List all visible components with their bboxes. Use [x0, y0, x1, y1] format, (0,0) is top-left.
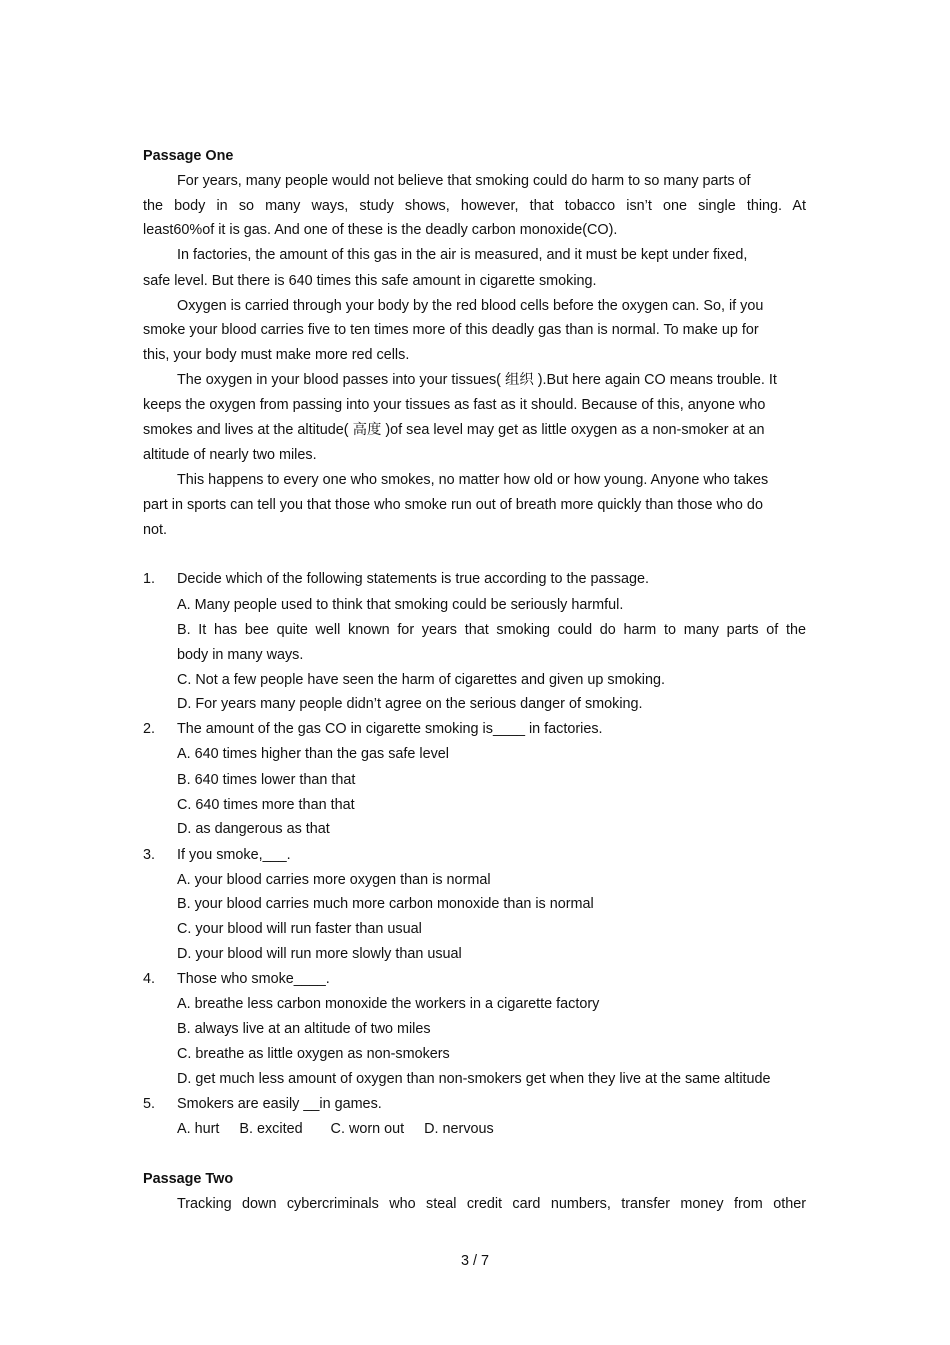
- paragraph-line: smokes and lives at the altitude( 高度 )of sea level may get as little oxygen as a non-smoker at an: [143, 422, 765, 438]
- answer-option: C. 640 times more than that: [177, 797, 355, 813]
- question-number: 2.: [143, 721, 156, 737]
- answer-option: C. your blood will run faster than usual: [177, 921, 422, 937]
- answer-option: A. your blood carries more oxygen than is normal: [177, 872, 491, 888]
- question-stem: If you smoke,___.: [177, 847, 291, 863]
- answer-option: D. as dangerous as that: [177, 821, 330, 837]
- answer-option: D. your blood will run more slowly than usual: [177, 946, 462, 962]
- answer-option: B. your blood carries much more carbon monoxide than is normal: [177, 896, 594, 912]
- answer-option: A. hurt B. excited C. worn out D. nervous: [177, 1121, 494, 1137]
- question-stem: Decide which of the following statements is true according to the passage.: [177, 571, 649, 587]
- paragraph-line: Tracking down cybercriminals who steal credit card numbers, transfer money from other: [177, 1196, 806, 1212]
- paragraph-line: part in sports can tell you that those who smoke run out of breath more quickly than those who do: [143, 497, 763, 513]
- answer-option: B. It has bee quite well known for years that smoking could do harm to many parts of the: [177, 622, 806, 638]
- answer-option: A. 640 times higher than the gas safe level: [177, 746, 449, 762]
- paragraph-line: safe level. But there is 640 times this safe amount in cigarette smoking.: [143, 273, 597, 289]
- paragraph-line: In factories, the amount of this gas in the air is measured, and it must be kept under fixed,: [177, 247, 748, 263]
- question-number: 5.: [143, 1096, 156, 1112]
- answer-option: C. Not a few people have seen the harm of cigarettes and given up smoking.: [177, 672, 665, 688]
- answer-option: B. 640 times lower than that: [177, 772, 356, 788]
- question-stem: Those who smoke____.: [177, 971, 330, 987]
- page-number: 3 / 7: [460, 1253, 489, 1269]
- passage-one-heading: Passage One: [143, 148, 234, 164]
- answer-option: C. breathe as little oxygen as non-smokers: [177, 1046, 450, 1062]
- paragraph-line: keeps the oxygen from passing into your tissues as fast as it should. Because of this, anyone who: [143, 397, 766, 413]
- question-number: 3.: [143, 847, 156, 863]
- passage-two-heading: Passage Two: [143, 1171, 234, 1187]
- answer-option: A. Many people used to think that smoking could be seriously harmful.: [177, 597, 624, 613]
- paragraph-line: least60%of it is gas. And one of these is the deadly carbon monoxide(CO).: [143, 222, 618, 238]
- question-stem: The amount of the gas CO in cigarette smoking is____ in factories.: [177, 721, 603, 737]
- answer-option: B. always live at an altitude of two miles: [177, 1021, 431, 1037]
- paragraph-line: altitude of nearly two miles.: [143, 447, 317, 463]
- question-number: 1.: [143, 571, 156, 587]
- answer-option: D. get much less amount of oxygen than non-smokers get when they live at the same altitude: [177, 1071, 771, 1087]
- answer-option: A. breathe less carbon monoxide the workers in a cigarette factory: [177, 996, 600, 1012]
- paragraph-line: This happens to every one who smokes, no matter how old or how young. Anyone who takes: [177, 472, 769, 488]
- answer-option: body in many ways.: [177, 647, 304, 663]
- paragraph-line: The oxygen in your blood passes into your tissues( 组织 ).But here again CO means trouble. It: [177, 372, 777, 388]
- paragraph-line: For years, many people would not believe that smoking could do harm to so many parts of: [177, 173, 751, 189]
- paragraph-line: Oxygen is carried through your body by the red blood cells before the oxygen can. So, if you: [177, 298, 764, 314]
- question-stem: Smokers are easily __in games.: [177, 1096, 382, 1112]
- paragraph-line: smoke your blood carries five to ten times more of this deadly gas than is normal. To make up for: [143, 322, 759, 338]
- answer-option: D. For years many people didn’t agree on the serious danger of smoking.: [177, 696, 643, 712]
- paragraph-line: not.: [143, 522, 168, 538]
- paragraph-line: the body in so many ways, study shows, however, that tobacco isn’t one single thing. At: [143, 198, 806, 214]
- question-number: 4.: [143, 971, 156, 987]
- paragraph-line: this, your body must make more red cells.: [143, 347, 410, 363]
